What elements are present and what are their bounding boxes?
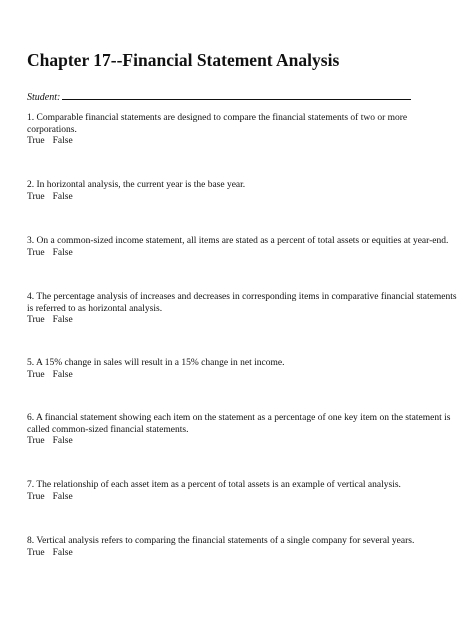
question-statement: The relationship of each asset item as a percent of total assets is an example of vertical analysis. bbox=[36, 480, 401, 490]
question-statement: A financial statement showing each item on the statement as a percentage of one key item on the statement is called common-sized financial statements. bbox=[27, 413, 451, 435]
option-true[interactable]: True bbox=[27, 136, 45, 146]
answer-options bbox=[27, 315, 457, 327]
question-4 bbox=[27, 292, 457, 327]
question-6 bbox=[27, 413, 457, 448]
question-8 bbox=[27, 536, 457, 559]
option-false[interactable]: False bbox=[52, 491, 73, 502]
option-true[interactable]: True bbox=[27, 191, 45, 202]
question-text bbox=[27, 358, 457, 370]
option-false[interactable]: False bbox=[52, 436, 73, 446]
question-text bbox=[27, 180, 457, 192]
question-text bbox=[27, 236, 457, 248]
option-false[interactable]: False bbox=[52, 315, 73, 325]
option-true[interactable]: True bbox=[27, 491, 45, 502]
question-statement: In horizontal analysis, the current year is the base year. bbox=[36, 180, 246, 190]
question-text bbox=[27, 113, 457, 136]
question-1 bbox=[27, 113, 457, 148]
question-text bbox=[27, 480, 457, 492]
question-7 bbox=[27, 480, 457, 503]
answer-options bbox=[27, 136, 457, 148]
question-2 bbox=[27, 180, 457, 203]
option-true[interactable]: True bbox=[27, 369, 45, 380]
question-number: 2. bbox=[27, 180, 35, 190]
question-statement: Comparable financial statements are designed to compare the financial statements of two or more corporations. bbox=[27, 113, 408, 135]
question-number: 7. bbox=[27, 480, 35, 490]
question-text bbox=[27, 413, 457, 436]
student-name-row bbox=[27, 90, 411, 104]
option-false[interactable]: False bbox=[52, 369, 73, 380]
answer-options bbox=[27, 492, 457, 504]
student-label: Student: bbox=[27, 92, 61, 103]
question-number: 5. bbox=[27, 358, 35, 368]
question-5 bbox=[27, 358, 457, 381]
question-number: 8. bbox=[27, 536, 35, 546]
student-name-line[interactable] bbox=[62, 90, 411, 100]
option-true[interactable]: True bbox=[27, 436, 45, 446]
answer-options bbox=[27, 436, 457, 448]
option-false[interactable]: False bbox=[52, 136, 73, 146]
question-number: 1. bbox=[27, 113, 35, 123]
question-3 bbox=[27, 236, 457, 259]
question-statement: On a common-sized income statement, all items are stated as a percent of total assets or equities at year-end. bbox=[36, 236, 449, 246]
question-number: 4. bbox=[27, 292, 35, 302]
question-statement: The percentage analysis of increases and decreases in corresponding items in comparative financial statements is referred to as horizontal analysis. bbox=[27, 292, 457, 314]
answer-options bbox=[27, 548, 457, 560]
question-text bbox=[27, 292, 457, 315]
question-text bbox=[27, 536, 457, 548]
option-true[interactable]: True bbox=[27, 247, 45, 258]
question-number: 3. bbox=[27, 236, 35, 246]
option-false[interactable]: False bbox=[52, 247, 73, 258]
page-title: Chapter 17--Financial Statement Analysis bbox=[27, 50, 340, 70]
answer-options bbox=[27, 370, 457, 382]
option-false[interactable]: False bbox=[52, 191, 73, 202]
option-true[interactable]: True bbox=[27, 315, 45, 325]
answer-options bbox=[27, 248, 457, 260]
question-statement: Vertical analysis refers to comparing the financial statements of a single company for several years. bbox=[36, 536, 415, 546]
option-true[interactable]: True bbox=[27, 547, 45, 558]
question-statement: A 15% change in sales will result in a 15% change in net income. bbox=[35, 358, 285, 368]
answer-options bbox=[27, 192, 457, 204]
option-false[interactable]: False bbox=[52, 547, 73, 558]
question-number: 6. bbox=[27, 413, 35, 423]
